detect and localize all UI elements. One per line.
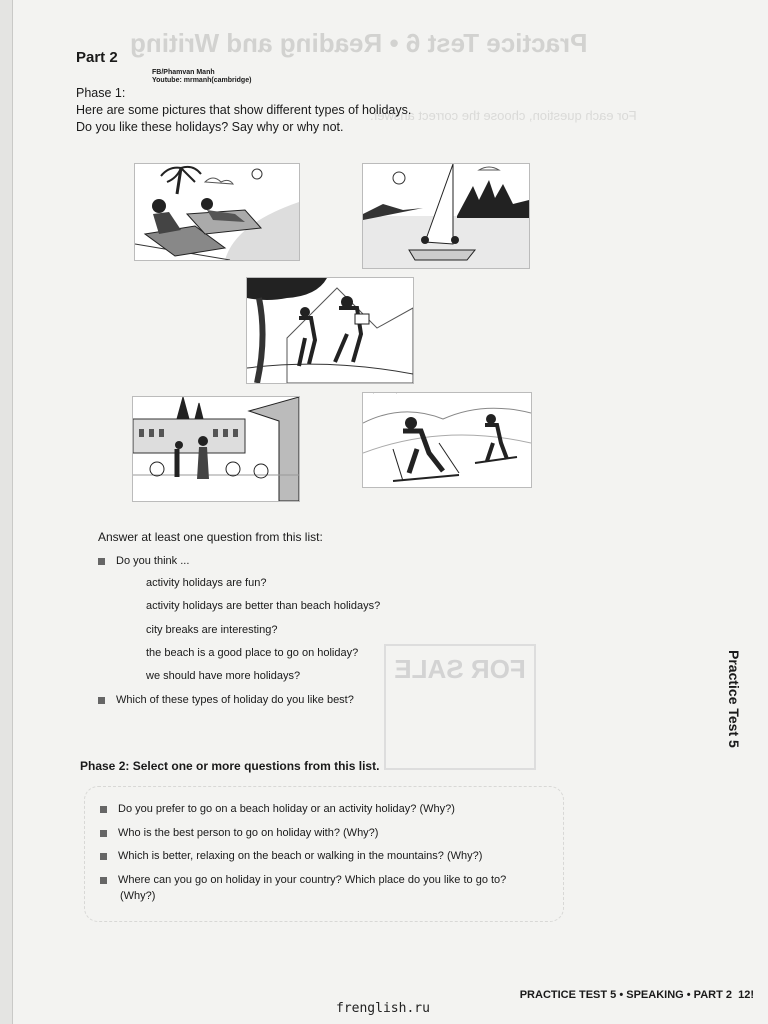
- which-question-text: Which of these types of holiday do you like best?: [116, 694, 354, 706]
- credits: [152, 69, 251, 85]
- phase2-question-text: Who is the best person to go on holiday with? (Why?): [118, 827, 379, 839]
- phase2-question: [100, 850, 482, 862]
- part-title: Part 2: [76, 49, 118, 66]
- watermark: frenglish.ru: [336, 1001, 430, 1016]
- phase2-question-text: Which is better, relaxing on the beach or walking in the mountains? (Why?): [118, 850, 483, 862]
- sub-question: activity holidays are better than beach holidays?: [146, 600, 381, 612]
- bleed-through-text: For each question, choose the correct answer.: [370, 108, 637, 123]
- bleed-through-title: Practice Test 6 • Reading and Writing: [130, 28, 588, 58]
- side-tab: [720, 650, 748, 790]
- bleed-through-sale: FOR SALE: [394, 654, 526, 684]
- phase1-line2: Do you like these holidays? Say why or why not.: [76, 120, 344, 134]
- answer-instructions: Answer at least one question from this list:: [98, 530, 323, 544]
- sub-question: we should have more holidays?: [146, 670, 301, 682]
- page-number: 12!: [738, 989, 754, 1001]
- phase2-question-continuation: (Why?): [120, 890, 156, 902]
- bullet-icon: [98, 697, 105, 704]
- city-break-picture: [132, 396, 300, 502]
- skiing-holiday-picture: [362, 392, 532, 488]
- phase1-heading: Phase 1:: [76, 86, 126, 100]
- bullet-icon: [100, 806, 107, 813]
- phase1-section: [76, 85, 411, 136]
- phase2-question: [100, 874, 506, 886]
- binding-edge: [0, 0, 13, 1024]
- credit-youtube: Youtube: mrmanh(cambridge): [152, 77, 252, 84]
- bullet-icon: [98, 558, 105, 565]
- sub-question: city breaks are interesting?: [146, 624, 278, 636]
- phase1-line1: Here are some pictures that show different types of holidays.: [76, 103, 412, 117]
- bullet-icon: [100, 853, 107, 860]
- footer-text: PRACTICE TEST 5 • SPEAKING • PART 2: [519, 989, 732, 1001]
- bleed-through-sale-box: [384, 644, 536, 770]
- credit-fb: FB/Phamvan Manh: [152, 69, 215, 76]
- phase2-question-text: Do you prefer to go on a beach holiday or an activity holiday? (Why?): [118, 803, 455, 815]
- beach-holiday-picture: [134, 163, 300, 261]
- question-lead: [98, 555, 189, 567]
- page-footer: [520, 989, 754, 1001]
- side-tab-label: Practice Test 5: [726, 650, 742, 748]
- phase2-title: Phase 2: Select one or more questions from this list.: [80, 759, 380, 773]
- bullet-icon: [100, 877, 107, 884]
- walking-holiday-picture: [246, 277, 414, 384]
- which-question: [98, 694, 354, 706]
- bullet-icon: [100, 830, 107, 837]
- phase2-question-text: Where can you go on holiday in your country? Which place do you like to go to?: [118, 874, 507, 886]
- sub-question: activity holidays are fun?: [146, 577, 267, 589]
- question-lead-text: Do you think ...: [116, 555, 190, 567]
- phase2-question: [100, 827, 378, 839]
- sailing-holiday-picture: [362, 163, 530, 269]
- phase2-question: [100, 803, 455, 815]
- sub-question: the beach is a good place to go on holiday?: [146, 647, 359, 659]
